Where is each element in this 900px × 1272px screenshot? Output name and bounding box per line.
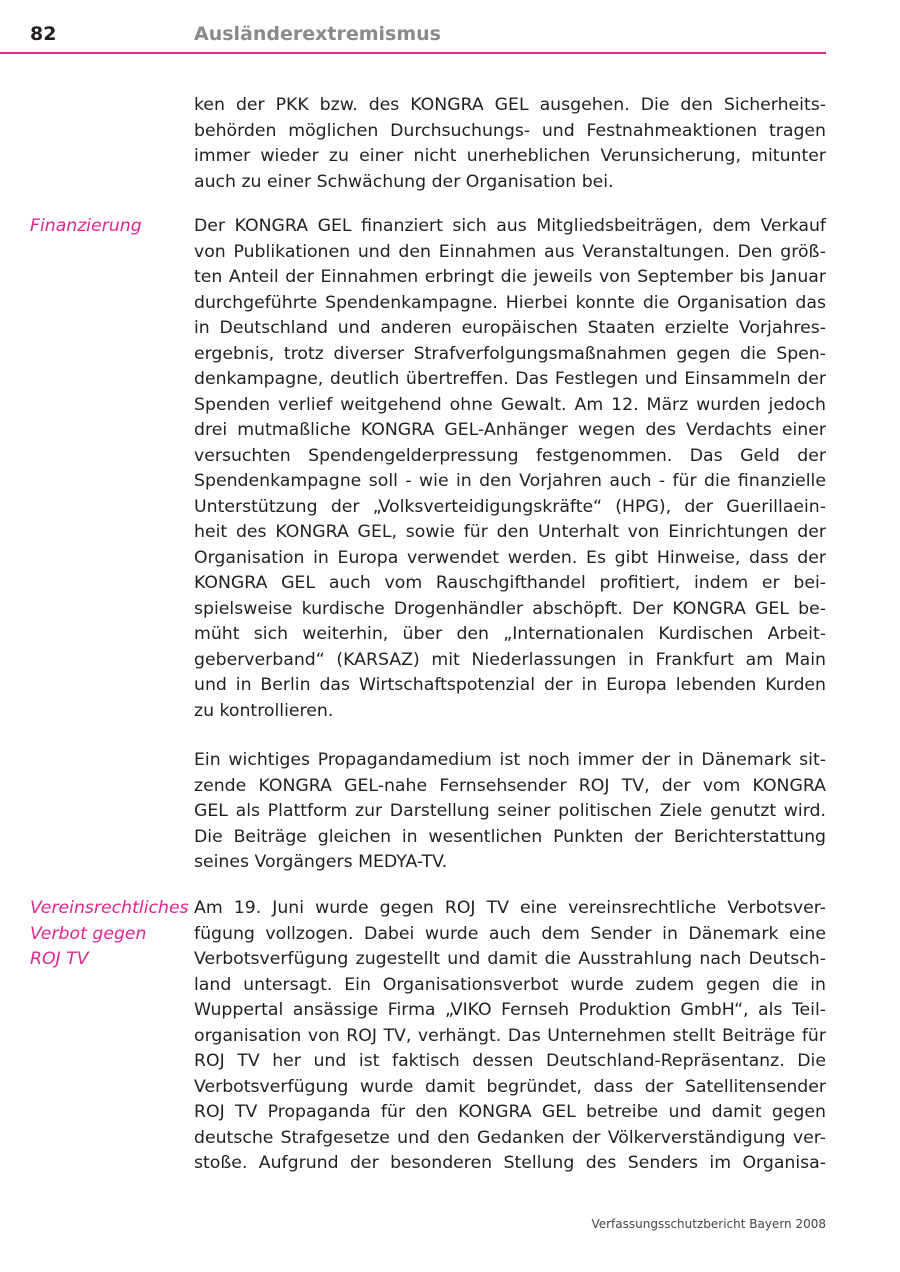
paragraph-verbot: [194, 896, 826, 1177]
text-line: zende KONGRA GEL-nahe Fernsehsender ROJ TV, der vom KONGRA: [194, 775, 826, 796]
text-line: Spenden verlief weitgehend ohne Gewalt. Am 12. März wurden jedoch: [194, 394, 826, 415]
running-title: Ausländerextremismus: [194, 23, 441, 45]
text-line: Spendenkampagne soll - wie in den Vorjahren auch - für die finanzielle: [194, 471, 826, 491]
margin-note-verbot: [30, 896, 190, 973]
text-line: ten Anteil der Einnahmen erbringt die jeweils von September bis Januar: [194, 267, 826, 287]
text-line: auch zu einer Schwächung der Organisation bei.: [194, 171, 614, 192]
text-line: KONGRA GEL auch vom Rauschgifthandel profitiert, indem er bei-: [194, 573, 826, 593]
margin-note-finanzierung: [30, 214, 190, 240]
text-line: heit des KONGRA GEL, sowie für den Unterhalt von Einrichtungen der: [194, 522, 826, 542]
text-line: stoße. Aufgrund der besonderen Stellung des Senders im Organisa-: [194, 1153, 826, 1173]
margin-note-line: Finanzierung: [30, 216, 142, 236]
text-line: in Deutschland und anderen europäischen Staaten erzielte Vorjahres-: [194, 318, 826, 338]
text-line: Organisation in Europa verwendet werden. Es gibt Hinweise, dass der: [194, 547, 826, 568]
page-footer: Verfassungsschutzbericht Bayern 2008: [591, 1217, 826, 1231]
page-number: 82: [30, 23, 57, 45]
paragraph-continuation: [194, 93, 826, 195]
paragraph-finanzierung: [194, 214, 826, 724]
text-line: Der KONGRA GEL finanziert sich aus Mitgliedsbeiträgen, dem Verkauf: [194, 216, 826, 236]
page-header: [0, 0, 826, 54]
text-line: Wuppertal ansässige Firma „VIKO Fernseh Produktion GmbH“, als Teil-: [194, 1000, 826, 1020]
text-line: ergebnis, trotz diverser Strafverfolgungsmaßnahmen gegen die Spen-: [194, 343, 826, 364]
text-line: und in Berlin das Wirtschaftspotenzial der in Europa lebenden Kurden: [194, 675, 826, 695]
paragraph-propaganda: [194, 748, 826, 876]
text-line: müht sich weiterhin, über den „Internationalen Kurdischen Arbeit-: [194, 624, 826, 644]
margin-note-line: Vereinsrechtliches: [30, 898, 189, 918]
text-line: Verbotsverfügung zugestellt und damit die Ausstrahlung nach Deutsch-: [194, 949, 826, 969]
text-line: organisation von ROJ TV, verhängt. Das Unternehmen stellt Beiträge für: [194, 1025, 826, 1046]
text-line: Unterstützung der „Volksverteidigungskräfte“ (HPG), der Guerillaein-: [194, 496, 826, 517]
margin-note-line: ROJ TV: [30, 949, 89, 969]
text-line: Verbotsverfügung wurde damit begründet, dass der Satellitensender: [194, 1076, 826, 1097]
text-line: ROJ TV Propaganda für den KONGRA GEL betreibe und damit gegen: [194, 1102, 826, 1122]
text-line: Die Beiträge gleichen in wesentlichen Punkten der Berichterstattung: [194, 826, 826, 847]
text-line: Ein wichtiges Propagandamedium ist noch immer der in Dänemark sit-: [194, 750, 826, 770]
text-line: drei mutmaßliche KONGRA GEL-Anhänger wegen des Verdachts einer: [194, 420, 826, 440]
text-line: behörden möglichen Durchsuchungs- und Festnahmeaktionen tragen: [194, 120, 826, 141]
text-line: von Publikationen und den Einnahmen aus Veranstaltungen. Den größ-: [194, 241, 826, 262]
text-line: durchgeführte Spendenkampagne. Hierbei konnte die Organisation das: [194, 292, 826, 313]
text-line: land untersagt. Ein Organisationsverbot wurde zudem gegen die in: [194, 974, 826, 995]
text-line: Am 19. Juni wurde gegen ROJ TV eine vereinsrechtliche Verbotsver-: [194, 898, 826, 918]
text-line: fügung vollzogen. Dabei wurde auch dem Sender in Dänemark eine: [194, 923, 826, 944]
text-line: geberverband“ (KARSAZ) mit Niederlassungen in Frankfurt am Main: [194, 649, 826, 670]
text-line: zu kontrollieren.: [194, 700, 334, 721]
text-line: seines Vorgängers MEDYA-TV.: [194, 852, 448, 872]
text-line: GEL als Plattform zur Darstellung seiner politischen Ziele genutzt wird.: [194, 801, 826, 821]
text-line: immer wieder zu einer nicht unerheblichen Verunsicherung, mitunter: [194, 146, 826, 166]
text-line: ken der PKK bzw. des KONGRA GEL ausgehen. Die den Sicherheits-: [194, 95, 826, 115]
margin-note-line: Verbot gegen: [30, 923, 147, 944]
text-line: deutsche Strafgesetze und den Gedanken der Völkerverständigung ver-: [194, 1127, 826, 1148]
text-line: versuchten Spendengelderpressung festgenommen. Das Geld der: [194, 445, 826, 466]
text-line: denkampagne, deutlich übertreffen. Das Festlegen und Einsammeln der: [194, 369, 826, 389]
text-line: spielsweise kurdische Drogenhändler abschöpft. Der KONGRA GEL be-: [194, 598, 826, 619]
text-line: ROJ TV her und ist faktisch dessen Deutschland-Repräsentanz. Die: [194, 1051, 826, 1071]
